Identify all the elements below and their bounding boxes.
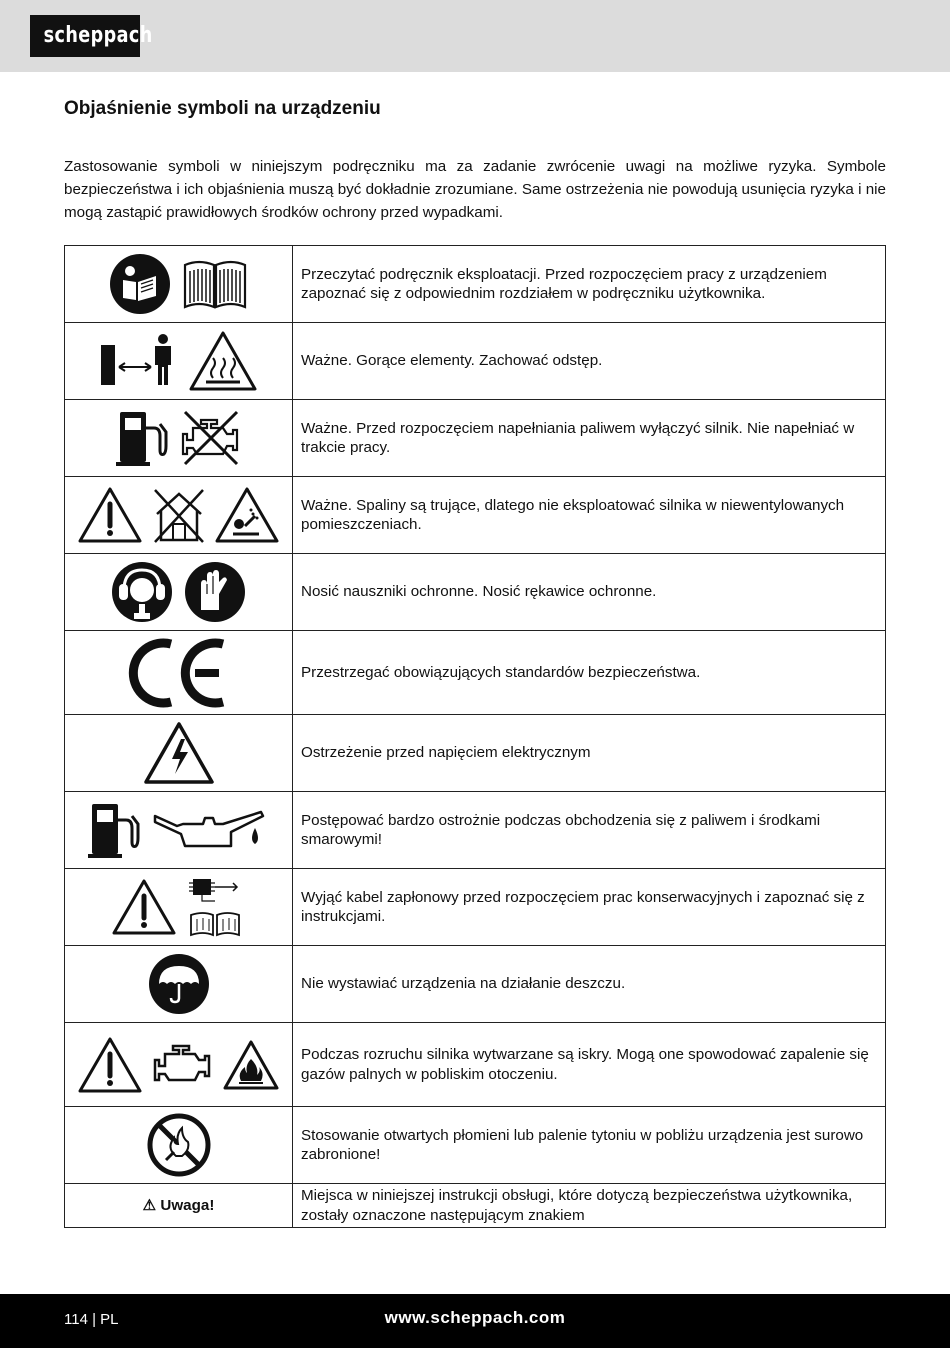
symbols-table [64, 245, 886, 1228]
page-number: 114 | PL [64, 1311, 119, 1328]
description-cell: Stosowanie otwartych płomieni lub palenie tytoniu w pobliżu urządzenia jest surowo zabronione! [293, 1107, 886, 1184]
description-cell: Przeczytać podręcznik eksploatacji. Przed rozpoczęciem pracy z urządzeniem zapoznać się z odpowiednim rozdziałem w podręczniku użytkownika. [293, 246, 886, 323]
spark-plug-manual-icon [185, 875, 245, 939]
scheppach-logo: scheppach [30, 15, 140, 57]
uwaga-label: ⚠ Uwaga! [142, 1197, 215, 1214]
table-row [65, 477, 886, 554]
oil-can-icon [151, 802, 271, 858]
description-cell: Ważne. Spaliny są trujące, dlatego nie eksploatować silnika w niewentylowanych pomieszczeniach. [293, 477, 886, 554]
table-row [65, 869, 886, 946]
table-row [65, 400, 886, 477]
description-cell: Ważne. Przed rozpoczęciem napełniania paliwem wyłączyć silnik. Nie napełniać w trakcie pracy. [293, 400, 886, 477]
flammable-warning-icon [223, 1039, 279, 1091]
high-voltage-warning-icon [143, 721, 215, 785]
icon-cell [65, 869, 293, 946]
read-manual-icon [108, 252, 172, 316]
table-row [65, 792, 886, 869]
website-link[interactable]: www.scheppach.com [384, 1308, 566, 1327]
icon-cell [65, 1107, 293, 1184]
icon-cell [65, 792, 293, 869]
warning-icon [112, 878, 176, 936]
gloves-icon [183, 560, 247, 624]
icon-cell [65, 477, 293, 554]
open-book-icon [181, 257, 249, 311]
description-cell: Wyjąć kabel zapłonowy przed rozpoczęciem prac konserwacyjnych i zapoznać się z instrukcjami. [293, 869, 886, 946]
table-row [65, 246, 886, 323]
toxic-fumes-warning-icon [215, 486, 279, 544]
table-row [65, 631, 886, 715]
engine-icon [151, 1040, 215, 1090]
icon-cell [65, 554, 293, 631]
description-cell: Ważne. Gorące elementy. Zachować odstęp. [293, 323, 886, 400]
icon-cell [65, 323, 293, 400]
ear-protection-icon [110, 560, 174, 624]
warning-icon [78, 486, 142, 544]
description-cell: Nosić nauszniki ochronne. Nosić rękawice ochronne. [293, 554, 886, 631]
keep-distance-icon [99, 333, 179, 389]
icon-cell [65, 246, 293, 323]
hot-surface-warning-icon [188, 330, 258, 392]
umbrella-icon [147, 952, 211, 1016]
header-bar [0, 0, 950, 72]
table-row [65, 323, 886, 400]
page-title: Objaśnienie symboli na urządzeniu [64, 98, 381, 119]
description-cell: Podczas rozruchu silnika wytwarzane są iskry. Mogą one spowodować zapalenie się gazów palnych w pobliskim otoczeniu. [293, 1023, 886, 1107]
no-open-flame-icon [146, 1112, 212, 1178]
fuel-pump-icon [114, 408, 170, 468]
description-cell: Miejsca w niniejszej instrukcji obsługi, które dotyczą bezpieczeństwa użytkownika, zostały oznaczone następującym znakiem [293, 1184, 886, 1228]
icon-cell [65, 715, 293, 792]
ce-mark-icon [127, 636, 231, 710]
intro-paragraph: Zastosowanie symboli w niniejszym podręczniku ma za zadanie zwrócenie uwagi na możliwe ryzyka. Symbole bezpieczeństwa i ich objaśnienia muszą być dokładnie zrozumiane. Same ostrzeżenia nie powodują usunięcia ryzyka i nie mogą zastąpić prawidłowych środków ochrony przed wypadkami. [64, 158, 886, 221]
description-cell: Nie wystawiać urządzenia na działanie deszczu. [293, 946, 886, 1023]
table-row [65, 946, 886, 1023]
icon-cell [65, 400, 293, 477]
footer-bar [0, 1294, 950, 1348]
engine-crossed-icon [179, 408, 243, 468]
icon-cell [65, 1023, 293, 1107]
description-cell: Postępować bardzo ostrożnie podczas obchodzenia się z paliwem i środkami smarowymi! [293, 792, 886, 869]
icon-cell [65, 631, 293, 715]
table-row [65, 1023, 886, 1107]
house-crossed-icon [151, 486, 207, 544]
description-cell: Przestrzegać obowiązujących standardów bezpieczeństwa. [293, 631, 886, 715]
icon-cell [65, 946, 293, 1023]
warning-icon [78, 1036, 142, 1094]
fuel-pump-icon [86, 800, 142, 860]
table-row [65, 1107, 886, 1184]
table-row-uwaga [65, 1184, 886, 1228]
table-row [65, 554, 886, 631]
table-row [65, 715, 886, 792]
uwaga-label-cell [65, 1184, 293, 1228]
description-cell: Ostrzeżenie przed napięciem elektrycznym [293, 715, 886, 792]
